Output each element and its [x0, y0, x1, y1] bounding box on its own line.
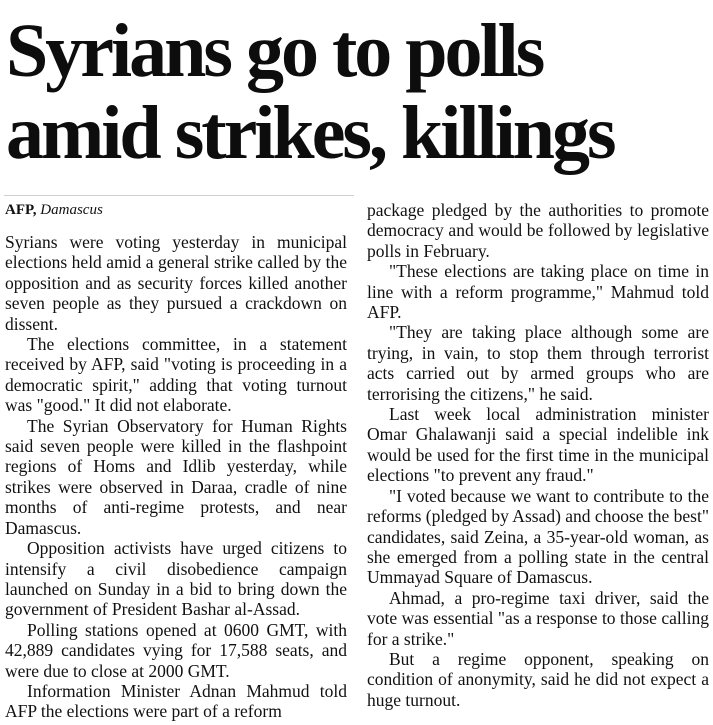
- headline-line-1: Syrians go to polls: [6, 9, 543, 93]
- article-paragraph: "These elections are taking place on time in line with a reform programme," Mahmud told AFP.: [367, 261, 709, 323]
- headline: [6, 10, 706, 174]
- right-column: [367, 200, 709, 710]
- article-paragraph: Ahmad, a pro-regime taxi driver, said the vote was essential "as a response to those calling for a strike.": [367, 587, 709, 649]
- article-paragraph: "They are taking place although some are trying, in vain, to stop them through terrorist acts carried out by armed groups who are terrorising the citizens," he said.: [367, 322, 709, 404]
- article-paragraph: The Syrian Observatory for Human Rights said seven people were killed in the flashpoint regions of Homs and Idlib yesterday, while strikes were observed in Daraa, cradle of nine months of anti-regime protests, and near Damascus.: [5, 415, 347, 538]
- left-column: [5, 200, 347, 722]
- article-paragraph: Polling stations opened at 0600 GMT, with 42,889 candidates vying for 17,588 seats, and were due to close at 2000 GMT.: [5, 619, 347, 681]
- byline-place: Damascus: [40, 202, 103, 218]
- article-paragraph: "I voted because we want to contribute to the reforms (pledged by Assad) and choose the best" candidates, said Zeina, a 35-year-old woman, as she emerged from a polling state in the central Ummayad Square of Damascus.: [367, 485, 709, 588]
- headline-line-2: amid strikes, killings: [6, 91, 614, 175]
- article-paragraph: Syrians were voting yesterday in municipal elections held amid a general strike called by the opposition and as security forces killed another seven people as they pursued a crackdown on dissent.: [5, 232, 347, 334]
- byline-agency: AFP,: [5, 202, 37, 218]
- byline: [5, 200, 347, 220]
- article-paragraph: Information Minister Adnan Mahmud told AFP the elections were part of a reform: [5, 680, 347, 722]
- article-paragraph: Last week local administration minister Omar Ghalawanji said a special indelible ink would be used for the first time in the municipal elections "to prevent any fraud.": [367, 404, 709, 486]
- article-paragraph: The elections committee, in a statement received by AFP, said "voting is proceeding in a democratic spirit," adding that voting turnout was "good." It did not elaborate.: [5, 334, 347, 416]
- article-paragraph: package pledged by the authorities to promote democracy and would be followed by legislative polls in February.: [367, 200, 709, 261]
- article-paragraph: But a regime opponent, speaking on condition of anonymity, said he did not expect a huge turnout.: [367, 648, 709, 710]
- byline-divider: [4, 195, 354, 196]
- article-paragraph: Opposition activists have urged citizens to intensify a civil disobedience campaign launched on Sunday in a bid to bring down the government of President Bashar al-Assad.: [5, 538, 347, 620]
